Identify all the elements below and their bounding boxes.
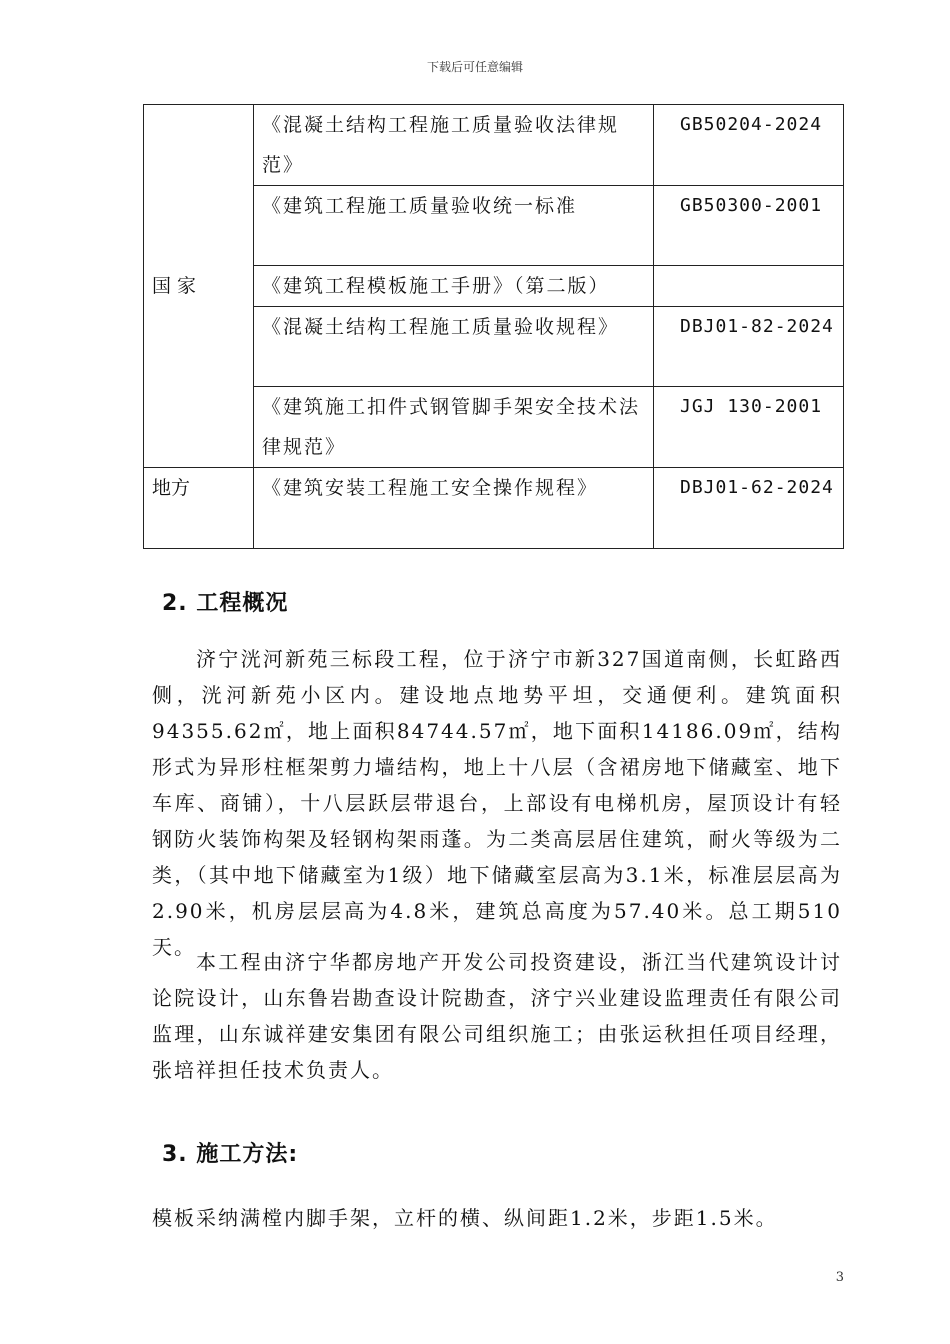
section-title-method: 3. 施工方法: bbox=[162, 1142, 299, 1167]
standard-title: 《混凝土结构工程施工质量验收法律规范》 bbox=[254, 105, 654, 186]
standard-code bbox=[654, 307, 844, 387]
standards-table bbox=[143, 104, 844, 549]
standard-code bbox=[654, 186, 844, 266]
standard-code-text: GB50204-2024 bbox=[680, 114, 823, 135]
header-note: 下载后可任意编辑 bbox=[426, 60, 523, 74]
standard-code bbox=[654, 105, 844, 186]
standard-code-text: GB50300-2001 bbox=[680, 195, 823, 216]
standard-title: 《混凝土结构工程施工质量验收规程》 bbox=[254, 307, 654, 387]
standard-title: 《建筑安装工程施工安全操作规程》 bbox=[254, 468, 654, 549]
standard-code-text: DBJ01-82-2024 bbox=[680, 316, 834, 337]
category-local: 地方 bbox=[144, 468, 254, 549]
standard-code-text: JGJ 130-2001 bbox=[680, 396, 823, 417]
category-national: 国 家 bbox=[144, 105, 254, 468]
paragraph-method-1: 模板采纳满樘内脚手架，立杆的横、纵间距1.2米，步距1.5米。 bbox=[152, 1206, 778, 1230]
table-row bbox=[144, 468, 844, 549]
standard-code bbox=[654, 468, 844, 549]
paragraph-overview-2: 本工程由济宁华都房地产开发公司投资建设，浙江当代建筑设计讨论院设计，山东鲁岩勘查设计院勘查，济宁兴业建设监理责任有限公司监理，山东诚祥建安集团有限公司组织施工；由张运秋担任项目经理，张培祥担任技术负责人。 bbox=[152, 950, 842, 1082]
table-row bbox=[144, 105, 844, 186]
paragraph-overview-1: 济宁洸河新苑三标段工程，位于济宁市新327国道南侧，长虹路西侧，洸河新苑小区内。建设地点地势平坦，交通便利。建筑面积94355.62㎡，地上面积84744.57㎡，地下面积14186.09㎡，结构形式为异形柱框架剪力墙结构，地上十八层（含裙房地下储藏室、地下车库、商铺），十八层跃层带退台，上部设有电梯机房，屋顶设计有轻钢防火装饰构架及轻钢构架雨蓬。为二类高层居住建筑，耐火等级为二类，（其中地下储藏室为1级）地下储藏室层高为3.1米，标准层层高为2.90米，机房层层高为4.8米，建筑总高度为57.40米。总工期510天。 bbox=[152, 647, 842, 959]
standard-title: 《建筑施工扣件式钢管脚手架安全技术法律规范》 bbox=[254, 387, 654, 468]
standard-code bbox=[654, 387, 844, 468]
standard-title: 《建筑工程施工质量验收统一标准 bbox=[254, 186, 654, 266]
section-title-overview: 2. 工程概况 bbox=[162, 591, 289, 616]
standard-title: 《建筑工程模板施工手册》（第二版） bbox=[254, 266, 654, 307]
page-number: 3 bbox=[835, 1270, 844, 1285]
standard-code bbox=[654, 266, 844, 307]
standard-code-text: DBJ01-62-2024 bbox=[680, 477, 834, 498]
